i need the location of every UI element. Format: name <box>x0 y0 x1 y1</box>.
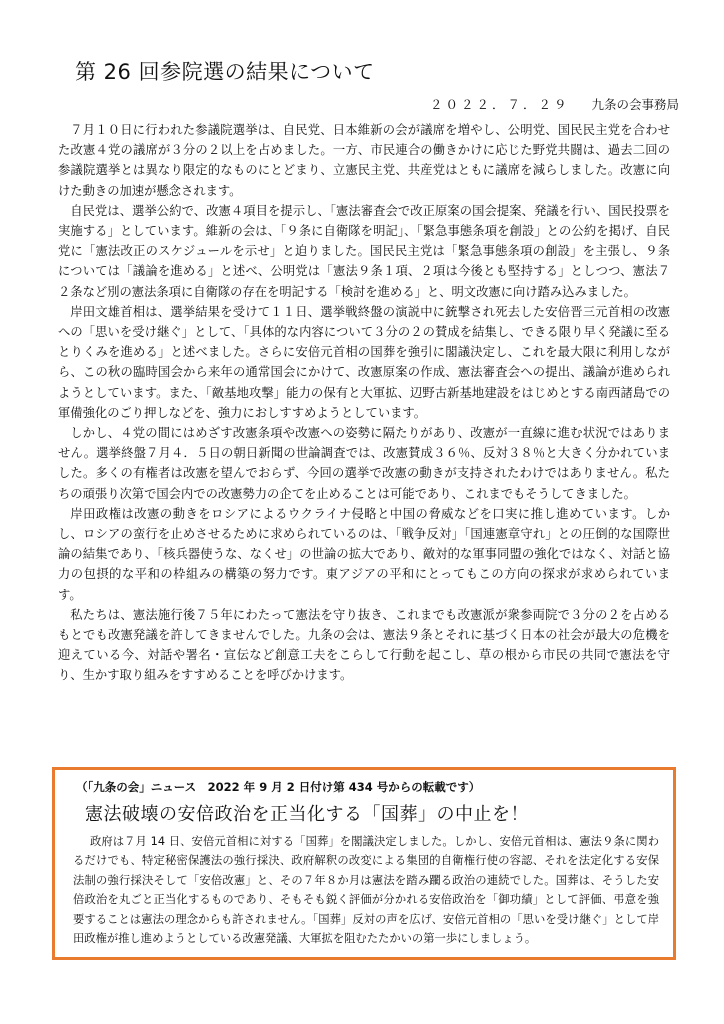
paragraph: 岸田文雄首相は、選挙結果を受けて１１日、選挙戦終盤の演説中に銃撃され死去した安倍晋三元首相の改憲への「思いを受け継ぐ」として、「具体的な内容について３分の２の賛成を結集し、できる限り早く発議に至るとりくみを進める」と述べました。さらに安倍元首相の国葬を強引に閣議決定し、これを最大限に利用しながら、この秋の臨時国会から来年の通常国会にかけて、改憲原案の作成、憲法審査会への提出、議論が進められようとしています。また、「敵基地攻撃」能力の保有と大軍拡、辺野古新基地建設をはじめとする南西諸島での軍備強化のごり押しなどを、強力におしすすめようとしています。 <box>58 304 670 420</box>
dateline <box>430 95 679 113</box>
document-date: ２０２２．７．２９ <box>430 97 570 112</box>
article-body <box>58 120 670 686</box>
paragraph: しかし、４党の間にはめざす改憲条項や改憲への姿勢に隔たりがあり、改憲が一直線に進む状況ではありません。選挙終盤７月４．５日の朝日新聞の世論調査では、改憲賛成３６％、反対３８％と大きく分かれていました。多くの有権者は改憲を望んでおらず、今回の選挙で改憲の動きが支持されたわけではありません。私たちの頑張り次第で国会内での改憲勢力の企てを止めることは可能であり、これまでもそうしてきました。 <box>58 426 670 501</box>
paragraph: ７月１０日に行われた参議院選挙は、自民党、日本維新の会が議席を増やし、公明党、国民民主党を合わせた改憲４党の議席が３分の２以上を占めました。一方、市民連合の働きかけに応じた野党共闘は、過去二回の参議院選挙とは異なり限定的なものにとどまり、立憲民主党、共産党はともに議席を減らしました。改憲に向けた動きの加速が懸念されます。 <box>58 123 670 198</box>
paragraph: 岸田政権は改憲の動きをロシアによるウクライナ侵略と中国の脅威などを口実に推し進めています。しかし、ロシアの蛮行を止めさせるために求められているのは、「戦争反対」「国連憲章守れ」との圧倒的な国際世論の結集であり、「核兵器使うな、なくせ」の世論の拡大であり、敵対的な軍事同盟の強化ではなく、対話と協力の包摂的な平和の枠組みの構築の努力です。東アジアの平和にとってもこの方向の探求が求められています。 <box>58 506 670 602</box>
paragraph: 自民党は、選挙公約で、改憲４項目を提示し、「憲法審査会で改正原案の国会提案、発議を行い、国民投票を実施する」としています。維新の会は、「９条に自衛隊を明記」、「緊急事態条項を創設」との公約を掲げ、自民党に「憲法改正のスケジュールを示せ」と迫りました。国民民主党は「緊急事態条項の創設」を主張し、９条については「議論を進める」と述べ、公明党は「憲法９条１項、２項は今後とも堅持する」としつつ、憲法７２条など別の憲法条項に自衛隊の存在を明記する「検討を進める」と、明文改憲に向け踏み込みました。 <box>58 203 670 299</box>
paragraph: 私たちは、憲法施行後７５年にわたって憲法を守り抜き、これまでも改憲派が衆参両院で３分の２を占めるもとでも改憲発議を許してきませんでした。九条の会は、憲法９条とそれに基づく日本の社会が最大の危機を迎えている今、対話や署名・宣伝など創意工夫をこらして行動を起こし、草の根から市民の共同で憲法を守り、生かす取り組みをすすめることを呼びかけます。 <box>58 607 670 683</box>
notice-body: 政府は７月 14 日、安倍元首相に対する「国葬」を閣議決定しました。しかし、安倍元首相は、憲法９条に関わるだけでも、特定秘密保護法の強行採決、政府解釈の改変による集団的自衛権行使の容認、それを法定化する安保法制の強行採決そして「安倍改憲」と、その７年８か月は憲法を踏み躙る政治の連続でした。国葬は、そうした安倍政治を丸ごと正当化するものであり、そもそも鋭く評価が分かれる安倍政治を「御功績」として評価、弔意を強要することは憲法の理念からも許されません。「国葬」反対の声を広げ、安倍元首相の「思いを受け継ぐ」として岸田政権が推し進めようとしている改憲発議、大軍拡を阻むたたかいの第一歩にしましょう。 <box>73 835 659 946</box>
document-title: 第 26 回参院選の結果について <box>75 60 375 84</box>
notice-source: （「九条の会」ニュース 2022 年 9 月 2 日付け第 434 号からの転載です） <box>76 780 481 794</box>
document-author: 九条の会事務局 <box>591 97 680 112</box>
reprint-notice-box <box>52 767 676 960</box>
notice-headline: 憲法破壊の安倍政治を正当化する「国葬」の中止を！ <box>85 804 529 825</box>
